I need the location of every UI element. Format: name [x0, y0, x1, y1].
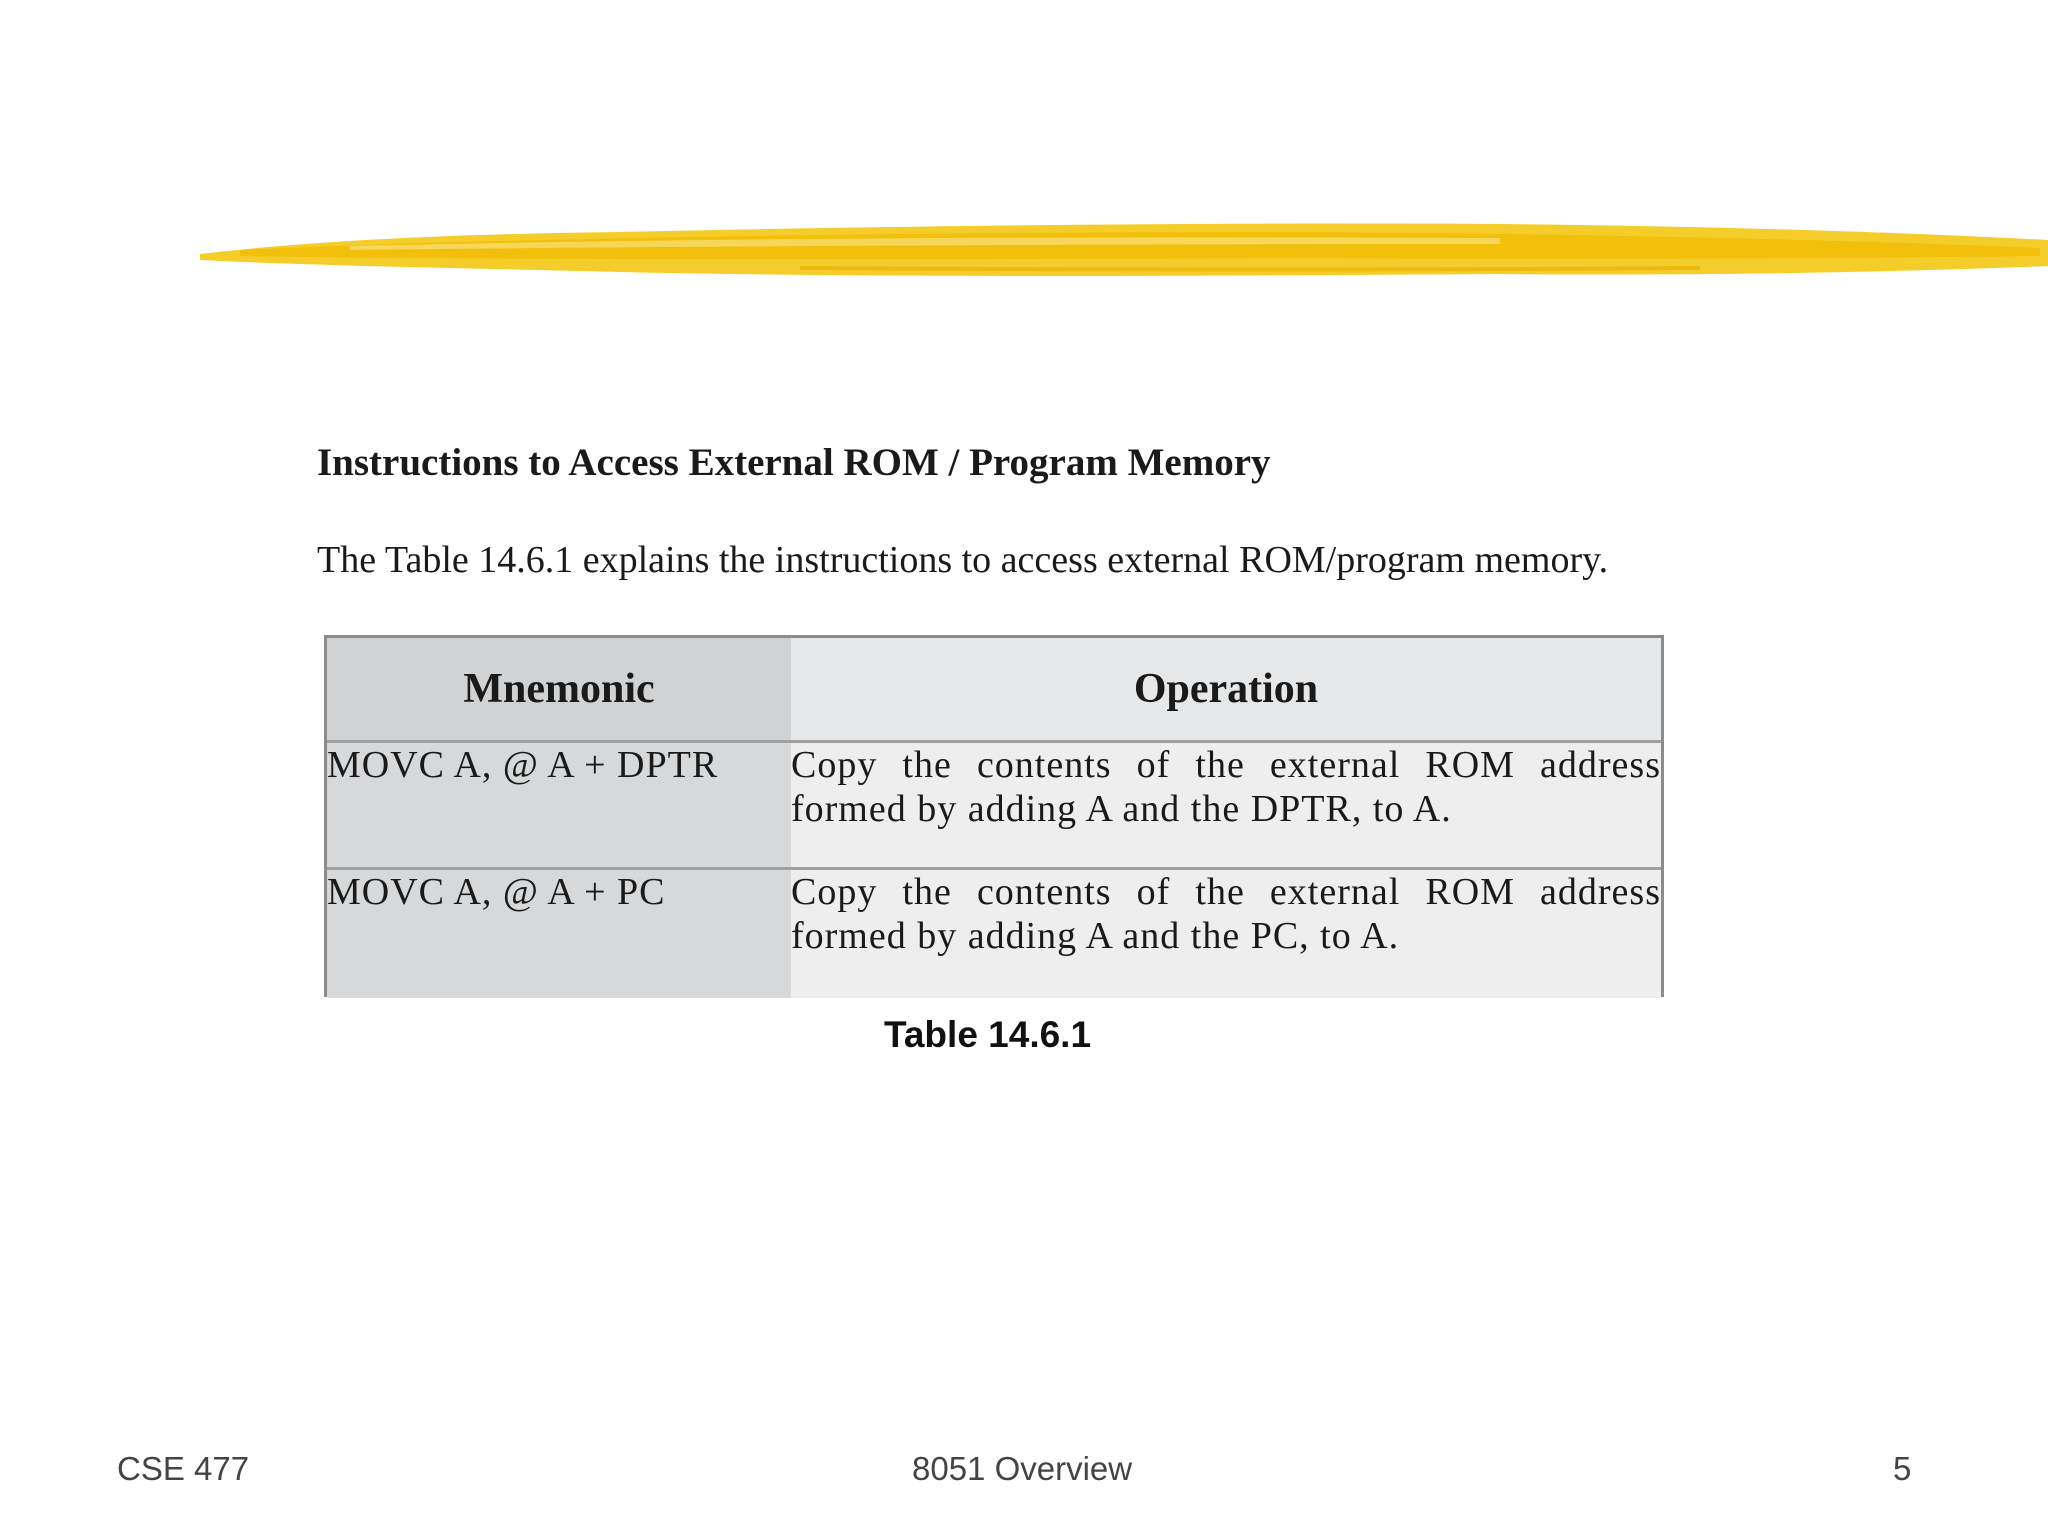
operation-line: formed by adding A and the DPTR, to A. [791, 788, 1452, 830]
instruction-table [324, 635, 1664, 997]
instruction-table-grid [327, 638, 1661, 998]
table-caption: Table 14.6.1 [884, 1014, 1092, 1055]
operation-cell [791, 742, 1661, 869]
operation-line: formed by adding A and the PC, to A. [791, 915, 1400, 957]
operation-cell [791, 869, 1661, 999]
intro-paragraph: The Table 14.6.1 explains the instructions to access external ROM/program memory. [317, 539, 1609, 581]
table-row [327, 742, 1661, 869]
table-row [327, 869, 1661, 999]
table-header-row [327, 638, 1661, 742]
footer-course: CSE 477 [117, 1450, 250, 1487]
section-heading: Instructions to Access External ROM / Program Memory [317, 441, 1271, 484]
operation-line: Copy the contents of the external ROM address [791, 744, 1661, 786]
operation-line: Copy the contents of the external ROM address [791, 871, 1661, 913]
header-operation: Operation [791, 638, 1661, 742]
footer-title: 8051 Overview [912, 1450, 1133, 1487]
mnemonic-cell: MOVC A, @ A + DPTR [327, 742, 791, 869]
decorative-brush-stroke [200, 210, 2048, 290]
mnemonic-cell: MOVC A, @ A + PC [327, 869, 791, 999]
header-mnemonic: Mnemonic [327, 638, 791, 742]
footer-page-number: 5 [1893, 1450, 1912, 1487]
